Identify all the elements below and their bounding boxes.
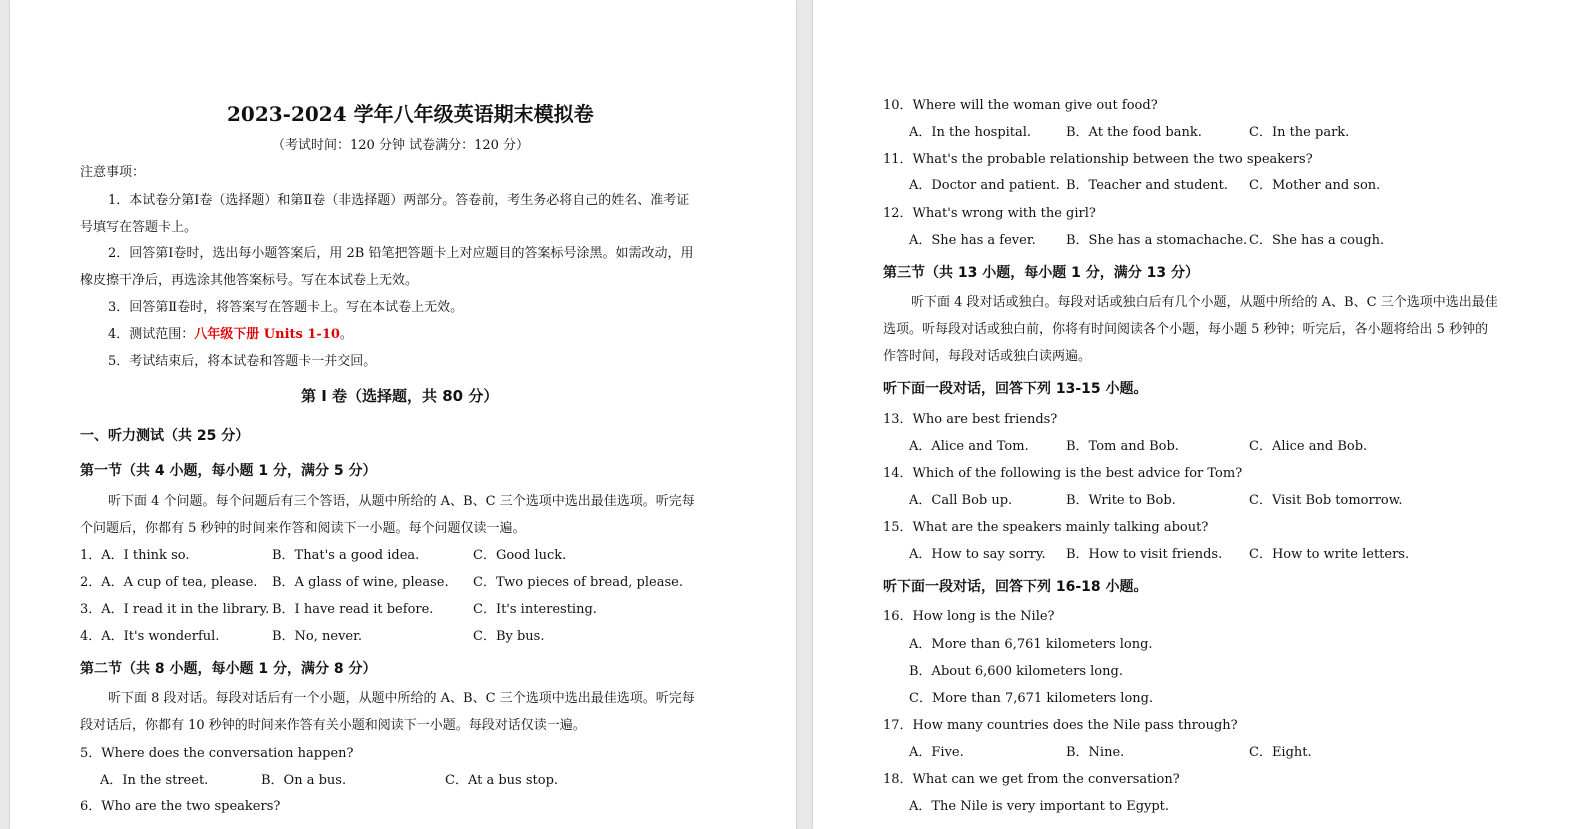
note-5: 5．考试结束后，将本试卷和答题卡一并交回。 xyxy=(108,354,377,369)
sec3-instructions-cont-2: 作答时间，每段对话或独白读两遍。 xyxy=(883,349,1092,364)
q16-option-b: B．About 6,600 kilometers long. xyxy=(909,664,1123,679)
question-17-options xyxy=(909,744,1569,762)
q11-option-b: B．Teacher and student. xyxy=(1066,178,1228,193)
q3-option-c: C．It's interesting. xyxy=(473,602,597,617)
section-1-title: 一、听力测试（共 25 分） xyxy=(80,428,250,444)
question-4 xyxy=(80,628,780,646)
exam-subtitle: （考试时间：120 分钟 试卷满分：120 分） xyxy=(272,138,530,153)
sec3-instructions: 听下面 4 段对话或独白。每段对话或独白后有几个小题，从题中所给的 A、B、C 三个选项中选出最佳 xyxy=(911,295,1498,310)
q5-option-a: A．In the street. xyxy=(100,773,209,788)
q1-option-c: C．Good luck. xyxy=(473,548,567,563)
question-5-options xyxy=(100,772,780,790)
q2-option-b: B．A glass of wine, please. xyxy=(272,575,449,590)
question-1 xyxy=(80,547,780,565)
q5-option-b: B．On a bus. xyxy=(261,773,347,788)
question-11-options xyxy=(909,177,1569,195)
dialog-heading-13-15: 听下面一段对话，回答下列 13-15 小题。 xyxy=(883,381,1148,397)
question-10-options xyxy=(909,124,1569,142)
sec1-instructions: 听下面 4 个问题。每个问题后有三个答语，从题中所给的 A、B、C 三个选项中选出最佳选项。听完每 xyxy=(108,494,695,509)
q15-option-c: C．How to write letters. xyxy=(1249,547,1410,562)
note-1-cont: 号填写在答题卡上。 xyxy=(80,220,198,235)
q14-option-c: C．Visit Bob tomorrow. xyxy=(1249,493,1403,508)
question-14-stem: 14．Which of the following is the best advice for Tom? xyxy=(883,466,1243,481)
sec2-instructions-cont: 段对话后，你都有 10 秒钟的时间来作答有关小题和阅读下一小题。每段对话仅读一遍。 xyxy=(80,718,586,733)
q13-option-b: B．Tom and Bob. xyxy=(1066,439,1179,454)
q10-option-c: C．In the park. xyxy=(1249,125,1350,140)
q12-option-c: C．She has a cough. xyxy=(1249,233,1385,248)
sec3-instructions-cont-1: 选项。听每段对话或独白前，你将有时间阅读各个小题，每小题 5 秒钟；听完后，各小题将给出 5 秒钟的 xyxy=(883,322,1489,337)
test-range: 八年级下册 Units 1-10 xyxy=(194,327,340,342)
question-14-options xyxy=(909,492,1569,510)
q4-option-c: C．By bus. xyxy=(473,629,545,644)
notice-label: 注意事项： xyxy=(80,165,146,180)
question-6-stem: 6．Who are the two speakers? xyxy=(80,799,281,814)
q4-option-b: B．No, never. xyxy=(272,629,363,644)
q18-option-a: A．The Nile is very important to Egypt. xyxy=(909,799,1170,814)
q16-option-c: C．More than 7,671 kilometers long. xyxy=(909,691,1154,706)
q15-option-a: A．How to say sorry. xyxy=(909,547,1046,562)
q2-option-c: C．Two pieces of bread, please. xyxy=(473,575,683,590)
note-4 xyxy=(108,326,353,344)
question-5-stem: 5．Where does the conversation happen? xyxy=(80,746,354,761)
q1-option-b: B．That's a good idea. xyxy=(272,548,420,563)
question-12-options xyxy=(909,232,1569,250)
sec1-instructions-cont: 个问题后，你都有 5 秒钟的时间来作答和阅读下一小题。每个问题仅读一遍。 xyxy=(80,521,526,536)
note-2: 2．回答第Ⅰ卷时，选出每小题答案后，用 2B 铅笔把答题卡上对应题目的答案标号涂黑。如需改动，用 xyxy=(108,246,694,261)
question-11-stem: 11．What's the probable relationship between the two speakers? xyxy=(883,152,1313,167)
document-page-right xyxy=(813,0,1583,829)
q4-option-a: 4．A．It's wonderful. xyxy=(80,629,220,644)
q5-option-c: C．At a bus stop. xyxy=(445,773,559,788)
q3-option-b: B．I have read it before. xyxy=(272,602,434,617)
dialog-heading-16-18: 听下面一段对话，回答下列 16-18 小题。 xyxy=(883,579,1148,595)
q11-option-a: A．Doctor and patient. xyxy=(909,178,1060,193)
q3-option-a: 3．A．I read it in the library. xyxy=(80,602,270,617)
question-12-stem: 12．What's wrong with the girl? xyxy=(883,206,1096,221)
q14-option-b: B．Write to Bob. xyxy=(1066,493,1176,508)
q12-option-b: B．She has a stomachache. xyxy=(1066,233,1248,248)
question-15-options xyxy=(909,546,1569,564)
q16-option-a: A．More than 6,761 kilometers long. xyxy=(909,637,1153,652)
exam-title: 2023-2024 学年八年级英语期末模拟卷 xyxy=(227,102,594,126)
q1-option-a: 1．A．I think so. xyxy=(80,548,190,563)
q2-option-a: 2．A．A cup of tea, please. xyxy=(80,575,258,590)
question-16-stem: 16．How long is the Nile? xyxy=(883,609,1055,624)
document-page-left xyxy=(10,0,796,829)
q13-option-c: C．Alice and Bob. xyxy=(1249,439,1368,454)
note-4-suffix: 。 xyxy=(339,327,353,342)
question-13-stem: 13．Who are best friends? xyxy=(883,412,1058,427)
q12-option-a: A．She has a fever. xyxy=(909,233,1036,248)
q11-option-c: C．Mother and son. xyxy=(1249,178,1381,193)
note-1: 1．本试卷分第Ⅰ卷（选择题）和第Ⅱ卷（非选择题）两部分。答卷前，考生务必将自己的姓名、准考证 xyxy=(108,193,690,208)
sec2-instructions: 听下面 8 段对话。每段对话后有一个小题，从题中所给的 A、B、C 三个选项中选出最佳选项。听完每 xyxy=(108,691,695,706)
sec2-title: 第二节（共 8 小题，每小题 1 分，满分 8 分） xyxy=(80,661,377,677)
question-10-stem: 10．Where will the woman give out food? xyxy=(883,98,1158,113)
question-3 xyxy=(80,601,780,619)
q17-option-c: C．Eight. xyxy=(1249,745,1312,760)
q10-option-a: A．In the hospital. xyxy=(909,125,1032,140)
q13-option-a: A．Alice and Tom. xyxy=(909,439,1029,454)
part-1-title: 第 I 卷（选择题，共 80 分） xyxy=(301,387,499,405)
q10-option-b: B．At the food bank. xyxy=(1066,125,1202,140)
question-17-stem: 17．How many countries does the Nile pass through? xyxy=(883,718,1238,733)
note-4-prefix: 4．测试范围： xyxy=(108,327,195,342)
q17-option-b: B．Nine. xyxy=(1066,745,1125,760)
q14-option-a: A．Call Bob up. xyxy=(909,493,1013,508)
q15-option-b: B．How to visit friends. xyxy=(1066,547,1223,562)
question-13-options xyxy=(909,438,1569,456)
question-2 xyxy=(80,574,780,592)
q17-option-a: A．Five. xyxy=(909,745,964,760)
sec1-title: 第一节（共 4 小题，每小题 1 分，满分 5 分） xyxy=(80,463,377,479)
note-3: 3．回答第Ⅱ卷时，将答案写在答题卡上。写在本试卷上无效。 xyxy=(108,300,464,315)
note-2-cont: 橡皮擦干净后，再选涂其他答案标号。写在本试卷上无效。 xyxy=(80,273,419,288)
question-15-stem: 15．What are the speakers mainly talking about? xyxy=(883,520,1209,535)
question-18-stem: 18．What can we get from the conversation? xyxy=(883,772,1180,787)
sec3-title: 第三节（共 13 小题，每小题 1 分，满分 13 分） xyxy=(883,265,1199,281)
